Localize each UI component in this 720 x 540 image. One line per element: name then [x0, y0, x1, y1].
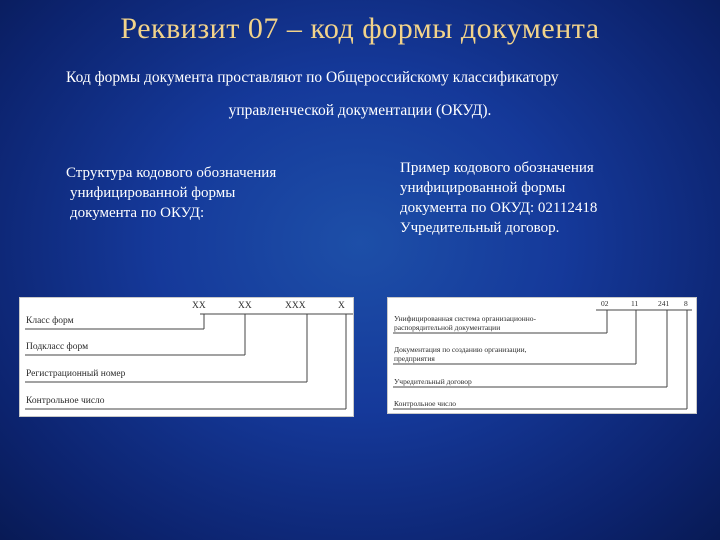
example-code-registration: 241: [658, 299, 670, 308]
example-line: Учредительный договор.: [400, 220, 560, 236]
example-code-class: 02: [601, 299, 609, 308]
code-check: Х: [338, 301, 345, 311]
example-code-check: 8: [684, 299, 688, 308]
subtitle-line-2: управленческой документации (ОКУД).: [228, 102, 492, 119]
example-label-check: Контрольное число: [394, 399, 456, 408]
example-line: документа по ОКУД: 02112418: [400, 200, 598, 216]
label-registration: Регистрационный номер: [26, 369, 126, 379]
structure-description: [66, 163, 336, 223]
code-registration: ХХХ: [285, 301, 306, 311]
structure-line: Структура кодового обозначения: [66, 165, 277, 181]
example-label-class: распорядительной документации: [394, 323, 501, 332]
subtitle-line-1: Код формы документа проставляют по Общероссийскому классификатору: [66, 69, 559, 86]
example-line: унифицированной формы: [400, 180, 566, 196]
code-class: ХХ: [192, 301, 206, 311]
example-description: [400, 158, 680, 238]
example-label-class: Унифицированная система организационно-: [394, 314, 536, 323]
example-line: Пример кодового обозначения: [400, 160, 594, 176]
code-subclass: ХХ: [238, 301, 252, 311]
example-code-subclass: 11: [631, 299, 639, 308]
structure-line: унифицированной формы: [70, 185, 236, 201]
example-label-subclass: предприятия: [394, 354, 435, 363]
example-label-registration: Учредительный договор: [394, 377, 472, 386]
structure-line: документа по ОКУД:: [70, 205, 205, 221]
okud-example-scheme: [387, 297, 697, 414]
example-label-subclass: Документация по созданию организации,: [394, 345, 527, 354]
label-check: Контрольное число: [26, 396, 105, 406]
label-subclass: Подкласс форм: [26, 342, 89, 352]
slide-title: Реквизит 07 – код формы документа: [120, 12, 600, 45]
label-class: Класс форм: [26, 316, 74, 326]
okud-structure-scheme: [19, 297, 354, 417]
